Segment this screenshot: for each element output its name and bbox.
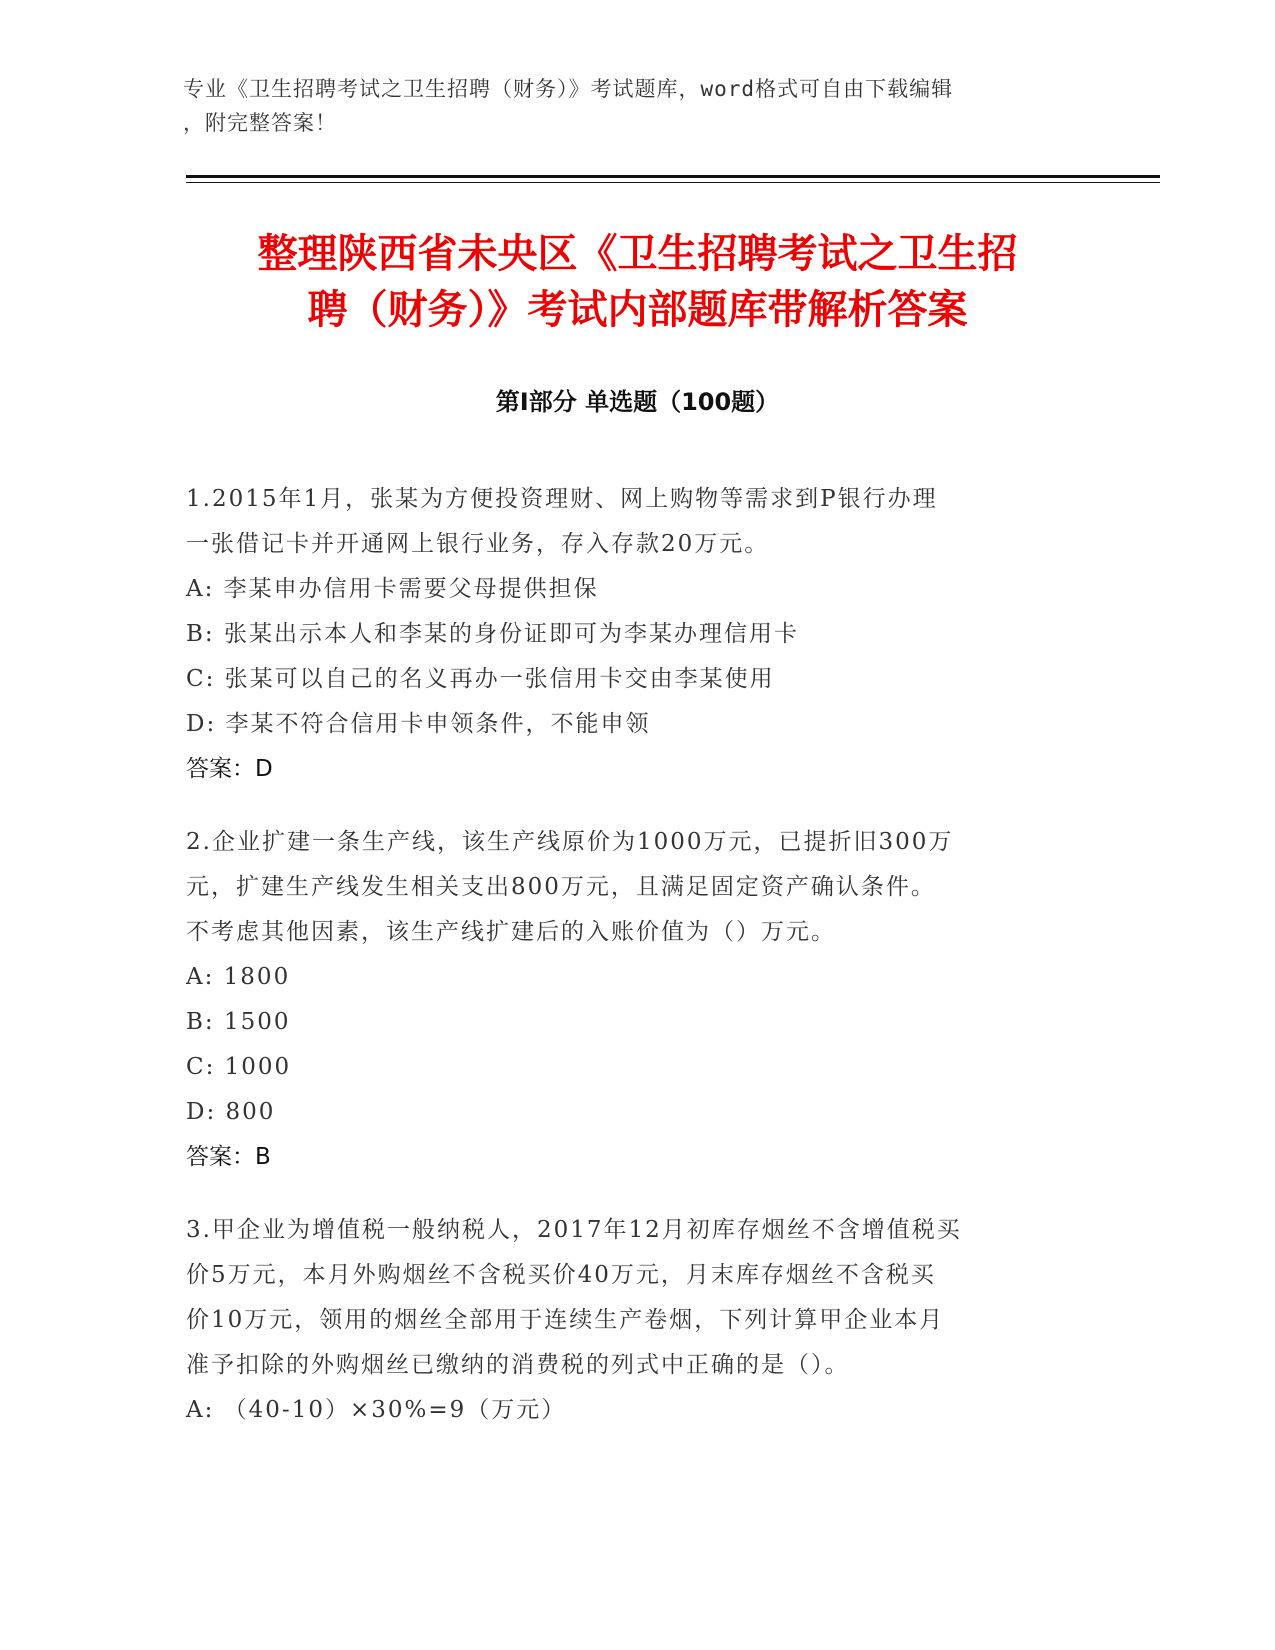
- question-text: 1.2015年1月，张某为方便投资理财、网上购物等需求到P银行办理: [186, 486, 938, 512]
- question-text: 不考虑其他因素，该生产线扩建后的入账价值为（）万元。: [186, 919, 836, 945]
- question-1: [186, 477, 1106, 792]
- option-a: A: （40-10）×30%=9（万元）: [186, 1397, 567, 1423]
- header-divider-thick: [186, 175, 1160, 178]
- document-title: [150, 226, 1125, 338]
- question-3: [186, 1208, 1106, 1433]
- option-b: B: 1500: [186, 1009, 291, 1035]
- document-title-line: 整理陕西省未央区《卫生招聘考试之卫生招: [257, 231, 1018, 277]
- question-text: 价5万元，本月外购烟丝不含税买价40万元，月末库存烟丝不含税买: [186, 1262, 936, 1288]
- header-divider-thin: [186, 182, 1160, 183]
- section-title: 第Ⅰ部分 单选题（100题）: [495, 388, 780, 416]
- option-a: A: 李某申办信用卡需要父母提供担保: [186, 576, 599, 602]
- question-text: 价10万元，领用的烟丝全部用于连续生产卷烟，下列计算甲企业本月: [186, 1307, 945, 1333]
- header-note-line: 专业《卫生招聘考试之卫生招聘（财务）》考试题库，word格式可自由下载编辑: [183, 77, 954, 101]
- option-d: D: 李某不符合信用卡申领条件，不能申领: [186, 711, 651, 737]
- answer: 答案：D: [186, 756, 273, 782]
- question-text: 一张借记卡并开通网上银行业务，存入存款20万元。: [186, 531, 770, 557]
- question-text: 准予扣除的外购烟丝已缴纳的消费税的列式中正确的是（）。: [186, 1352, 850, 1378]
- option-c: C: 张某可以自己的名义再办一张信用卡交由李某使用: [186, 666, 775, 692]
- question-text: 元，扩建生产线发生相关支出800万元，且满足固定资产确认条件。: [186, 874, 936, 900]
- question-2: [186, 820, 1106, 1180]
- header-note-line: ，附完整答案！: [183, 111, 337, 135]
- document-title-line: 聘（财务）》考试内部题库带解析答案: [307, 287, 968, 333]
- question-text: 3.甲企业为增值税一般纳税人，2017年12月初库存烟丝不含增值税买: [186, 1217, 962, 1243]
- header-note: [183, 72, 1063, 140]
- option-b: B: 张某出示本人和李某的身份证即可为李某办理信用卡: [186, 621, 799, 647]
- question-text: 2.企业扩建一条生产线，该生产线原价为1000万元，已提折旧300万: [186, 829, 954, 855]
- option-c: C: 1000: [186, 1054, 292, 1080]
- option-d: D: 800: [186, 1099, 276, 1125]
- option-a: A: 1800: [186, 964, 291, 990]
- question-list: [186, 477, 1106, 1461]
- answer: 答案：B: [186, 1144, 271, 1170]
